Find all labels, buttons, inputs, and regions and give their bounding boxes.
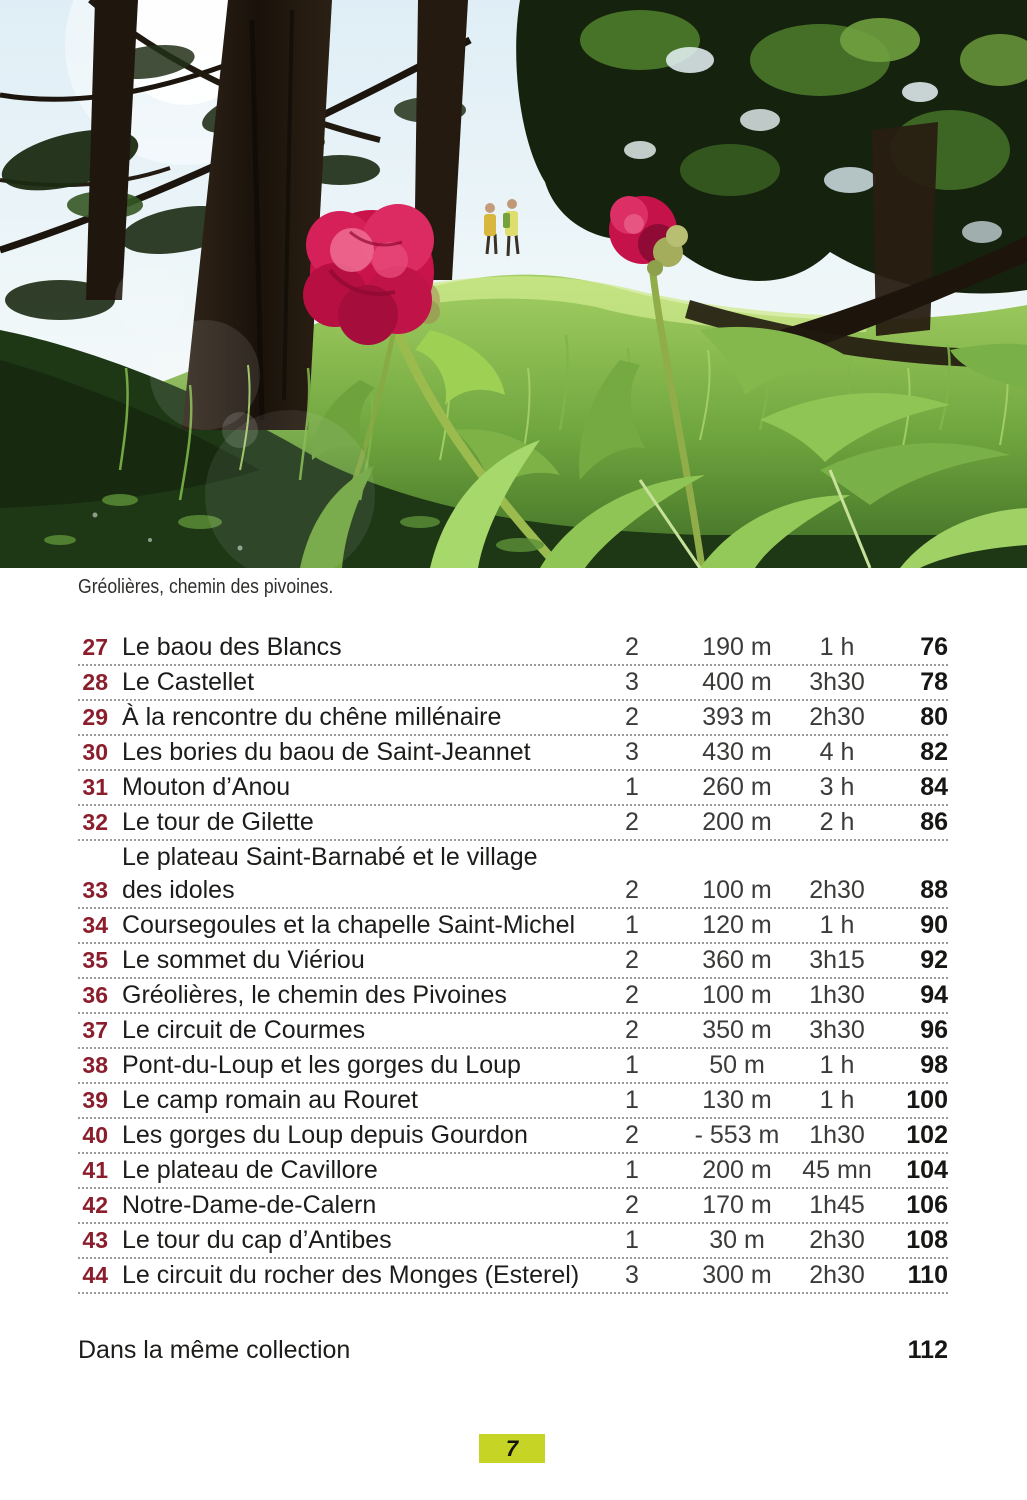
page-number-badge: 7 bbox=[479, 1434, 545, 1463]
entry-time: 1 h bbox=[819, 1051, 855, 1079]
entry-time: 2h30 bbox=[809, 703, 865, 731]
entry-time: 3h30 bbox=[809, 1016, 865, 1044]
entry-title: Le circuit du rocher des Monges (Esterel) bbox=[122, 1261, 580, 1289]
entry-number: 44 bbox=[82, 1262, 108, 1288]
entry-page: 100 bbox=[906, 1086, 948, 1114]
entry-time: 3h30 bbox=[809, 668, 865, 696]
toc-table bbox=[78, 631, 948, 1294]
entry-difficulty: 3 bbox=[625, 668, 639, 696]
entry-page: 88 bbox=[920, 876, 948, 904]
entry-difficulty: 2 bbox=[625, 1191, 639, 1219]
table-row bbox=[78, 1084, 948, 1119]
entry-title: Pont-du-Loup et les gorges du Loup bbox=[122, 1051, 521, 1079]
entry-difficulty: 3 bbox=[625, 738, 639, 766]
entry-difficulty: 2 bbox=[625, 1016, 639, 1044]
entry-page: 94 bbox=[920, 981, 948, 1009]
entry-page: 82 bbox=[920, 738, 948, 766]
entry-elevation: - 553 m bbox=[694, 1121, 780, 1149]
entry-title: Le tour du cap d’Antibes bbox=[122, 1226, 392, 1254]
table-row bbox=[78, 909, 948, 944]
entry-number: 29 bbox=[82, 704, 108, 730]
table-row bbox=[78, 1119, 948, 1154]
entry-elevation: 130 m bbox=[702, 1086, 772, 1114]
entry-elevation: 393 m bbox=[702, 703, 772, 731]
entry-difficulty: 1 bbox=[625, 1156, 639, 1184]
entry-difficulty: 2 bbox=[625, 876, 639, 904]
table-row bbox=[78, 1189, 948, 1224]
entry-elevation: 200 m bbox=[702, 1156, 772, 1184]
entry-page: 96 bbox=[920, 1016, 948, 1044]
entry-number: 39 bbox=[82, 1087, 108, 1113]
entry-number: 28 bbox=[82, 669, 108, 695]
cover-photo bbox=[0, 0, 1027, 568]
entry-number: 34 bbox=[82, 912, 108, 938]
table-row bbox=[78, 944, 948, 979]
entry-number: 32 bbox=[82, 809, 108, 835]
entry-title: Le sommet du Viériou bbox=[122, 946, 365, 974]
entry-time: 2h30 bbox=[809, 1226, 865, 1254]
entry-elevation: 200 m bbox=[702, 808, 772, 836]
entry-number: 33 bbox=[82, 877, 108, 903]
entry-page: 108 bbox=[906, 1226, 948, 1254]
entry-difficulty: 1 bbox=[625, 911, 639, 939]
entry-page: 106 bbox=[906, 1191, 948, 1219]
entry-page: 80 bbox=[920, 703, 948, 731]
entry-time: 45 mn bbox=[802, 1156, 872, 1184]
entry-elevation: 120 m bbox=[702, 911, 772, 939]
entry-title: Le Castellet bbox=[122, 668, 255, 696]
entry-title: Mouton d’Anou bbox=[122, 773, 291, 801]
entry-difficulty: 1 bbox=[625, 1226, 639, 1254]
entry-elevation: 100 m bbox=[702, 981, 772, 1009]
entry-number: 40 bbox=[82, 1122, 108, 1148]
table-row bbox=[78, 1154, 948, 1189]
table-row bbox=[78, 841, 948, 909]
entry-elevation: 170 m bbox=[702, 1191, 772, 1219]
entry-title: Le tour de Gilette bbox=[122, 808, 314, 836]
entry-number: 31 bbox=[82, 774, 108, 800]
entry-page: 90 bbox=[920, 911, 948, 939]
entry-elevation: 400 m bbox=[702, 668, 772, 696]
entry-time: 1 h bbox=[819, 633, 855, 661]
entry-title: Le circuit de Courmes bbox=[122, 1016, 366, 1044]
entry-title: À la rencontre du chêne millénaire bbox=[122, 703, 502, 731]
collection-label: Dans la même collection bbox=[78, 1336, 351, 1364]
entry-page: 110 bbox=[907, 1261, 948, 1289]
entry-time: 1 h bbox=[819, 1086, 855, 1114]
entry-page: 104 bbox=[906, 1156, 948, 1184]
entry-number: 37 bbox=[82, 1017, 108, 1043]
entry-elevation: 360 m bbox=[702, 946, 772, 974]
photo-caption: Gréolières, chemin des pivoines. bbox=[78, 576, 334, 598]
entry-number: 36 bbox=[82, 982, 108, 1008]
entry-title: Le baou des Blancs bbox=[122, 633, 342, 661]
entry-difficulty: 1 bbox=[625, 773, 639, 801]
entry-number: 38 bbox=[82, 1052, 108, 1078]
entry-time: 1h30 bbox=[809, 981, 865, 1009]
entry-title: Le plateau de Cavillore bbox=[122, 1156, 378, 1184]
cover-photo-illustration bbox=[0, 0, 1027, 568]
entry-title: Les gorges du Loup depuis Gourdon bbox=[122, 1121, 528, 1149]
entry-difficulty: 2 bbox=[625, 981, 639, 1009]
entry-time: 1 h bbox=[819, 911, 855, 939]
entry-difficulty: 2 bbox=[625, 946, 639, 974]
entry-time: 1h30 bbox=[809, 1121, 865, 1149]
entry-number: 43 bbox=[82, 1227, 108, 1253]
table-row bbox=[78, 666, 948, 701]
entry-time: 2h30 bbox=[809, 876, 865, 904]
table-row bbox=[78, 1259, 948, 1294]
table-row bbox=[78, 631, 948, 666]
entry-number: 30 bbox=[82, 739, 108, 765]
entry-number: 42 bbox=[82, 1192, 108, 1218]
entry-difficulty: 2 bbox=[625, 808, 639, 836]
entry-number: 35 bbox=[82, 947, 108, 973]
entry-time: 1h45 bbox=[809, 1191, 865, 1219]
entry-elevation: 50 m bbox=[709, 1051, 765, 1079]
table-row bbox=[78, 1049, 948, 1084]
entry-elevation: 100 m bbox=[702, 876, 772, 904]
table-row bbox=[78, 1224, 948, 1259]
entry-time: 3 h bbox=[819, 773, 855, 801]
entry-elevation: 260 m bbox=[702, 773, 772, 801]
table-row bbox=[78, 806, 948, 841]
entry-time: 2h30 bbox=[809, 1261, 865, 1289]
collection-page: 112 bbox=[907, 1336, 948, 1364]
entry-title: Coursegoules et la chapelle Saint-Michel bbox=[122, 911, 576, 939]
entry-number: 27 bbox=[82, 634, 108, 660]
entry-page: 86 bbox=[920, 808, 948, 836]
entry-difficulty: 1 bbox=[625, 1051, 639, 1079]
entry-number: 41 bbox=[82, 1157, 108, 1183]
entry-difficulty: 2 bbox=[625, 1121, 639, 1149]
footer bbox=[78, 1336, 948, 1365]
entry-title: Le plateau Saint-Barnabé et le village des idoles bbox=[122, 843, 538, 904]
entry-elevation: 30 m bbox=[709, 1226, 765, 1254]
entry-page: 78 bbox=[920, 668, 948, 696]
entry-title: Le camp romain au Rouret bbox=[122, 1086, 418, 1114]
entry-page: 102 bbox=[906, 1121, 948, 1149]
entry-page: 76 bbox=[920, 633, 948, 661]
entry-time: 3h15 bbox=[809, 946, 865, 974]
entry-elevation: 350 m bbox=[702, 1016, 772, 1044]
entry-elevation: 430 m bbox=[702, 738, 772, 766]
entry-page: 98 bbox=[920, 1051, 948, 1079]
entry-time: 2 h bbox=[819, 808, 855, 836]
entry-difficulty: 2 bbox=[625, 703, 639, 731]
entry-difficulty: 1 bbox=[625, 1086, 639, 1114]
entry-page: 92 bbox=[920, 946, 948, 974]
entry-time: 4 h bbox=[819, 738, 855, 766]
table-row bbox=[78, 701, 948, 736]
entry-title: Gréolières, le chemin des Pivoines bbox=[122, 981, 507, 1009]
table-row bbox=[78, 771, 948, 806]
entry-title: Les bories du baou de Saint-Jeannet bbox=[122, 738, 531, 766]
table-row bbox=[78, 1014, 948, 1049]
table-row bbox=[78, 979, 948, 1014]
entry-page: 84 bbox=[920, 773, 948, 801]
entry-elevation: 190 m bbox=[702, 633, 772, 661]
entry-elevation: 300 m bbox=[702, 1261, 772, 1289]
table-row bbox=[78, 736, 948, 771]
entry-title: Notre-Dame-de-Calern bbox=[122, 1191, 377, 1219]
entry-difficulty: 2 bbox=[625, 633, 639, 661]
entry-difficulty: 3 bbox=[625, 1261, 639, 1289]
